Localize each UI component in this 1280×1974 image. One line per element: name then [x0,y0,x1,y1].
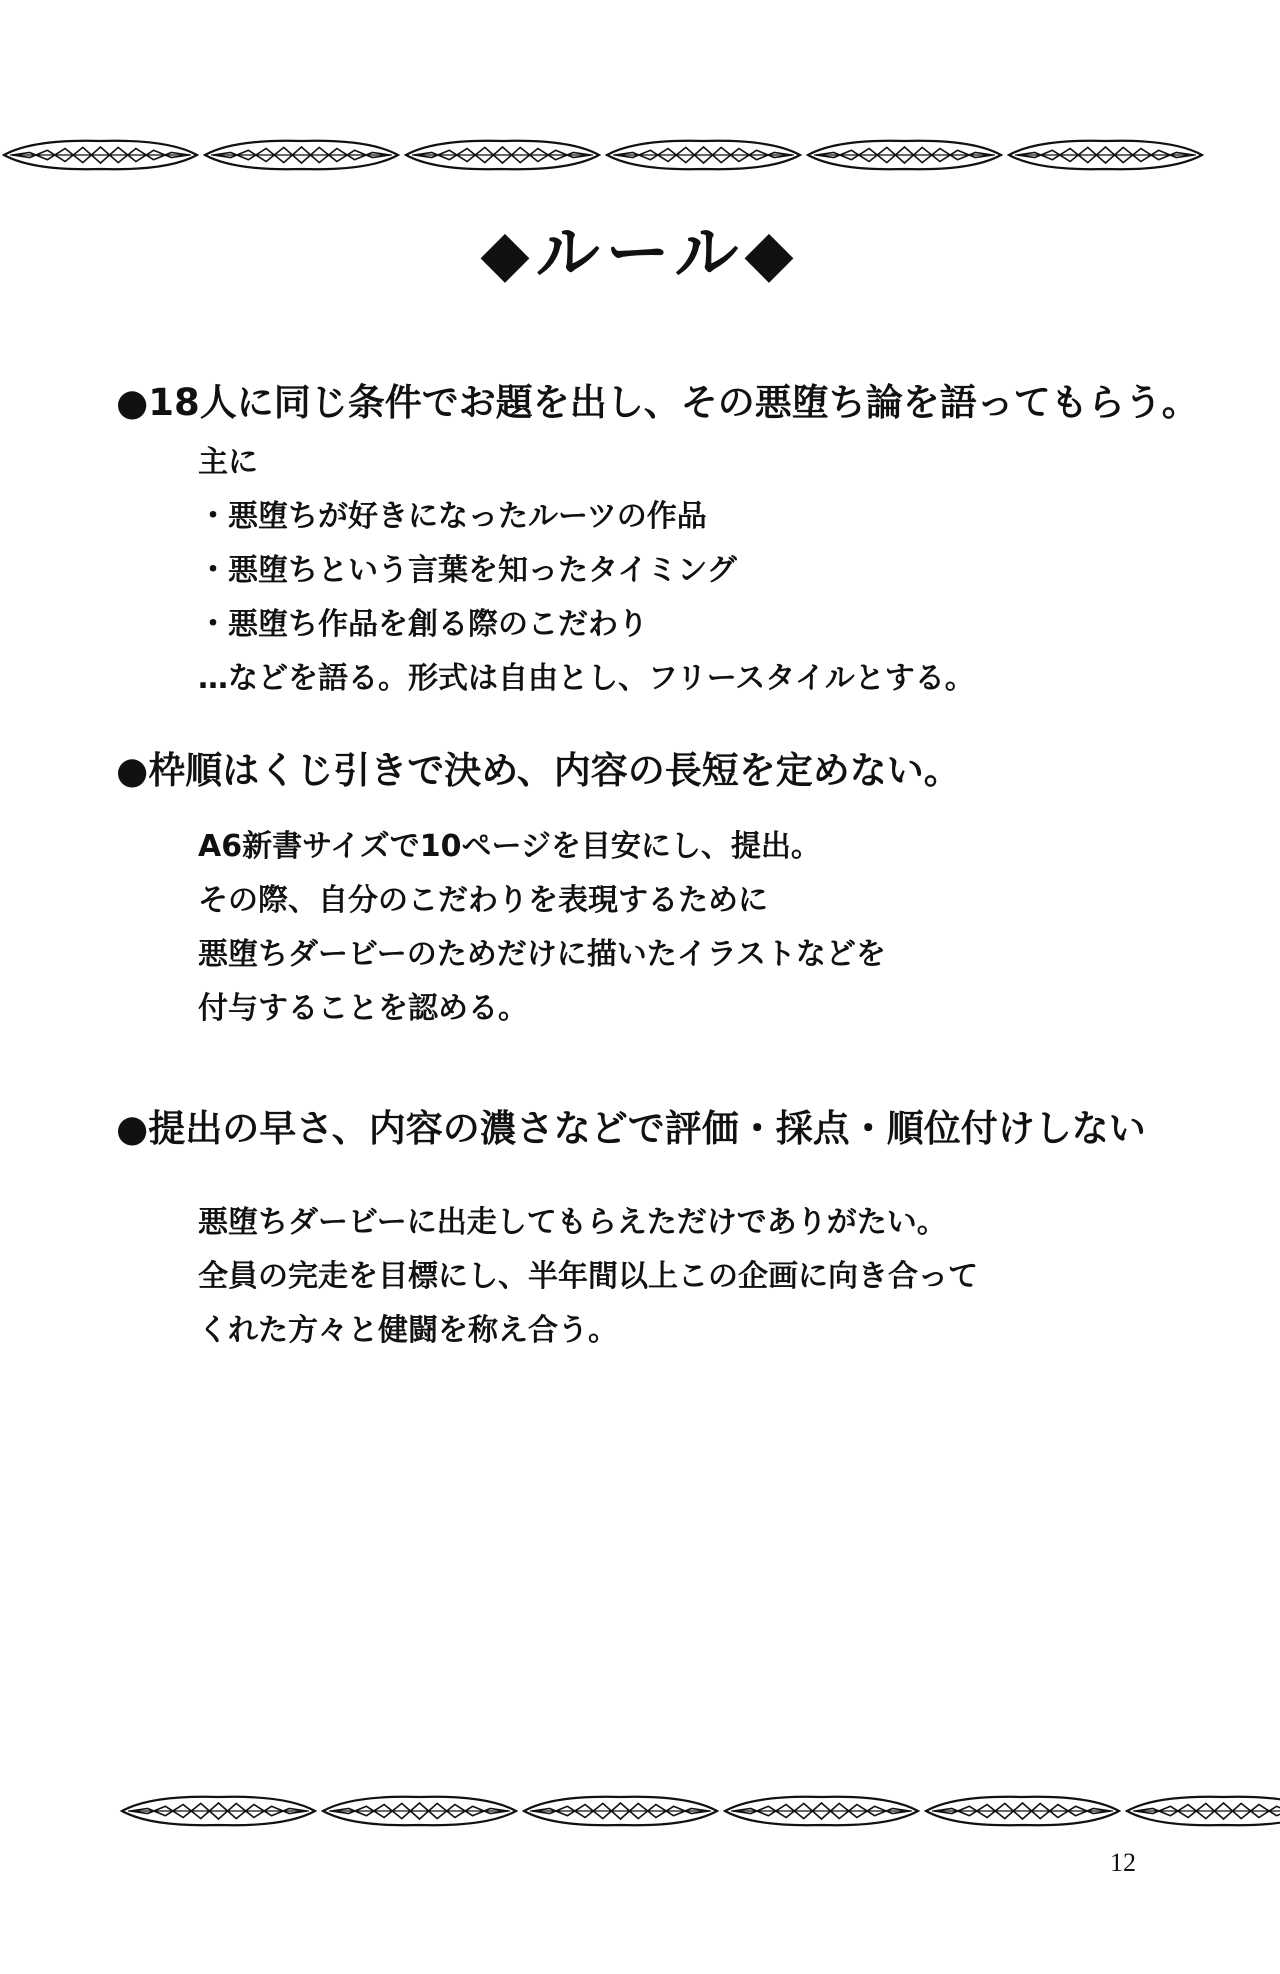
section-body-2 [198,820,886,1036]
section-body-1 [198,436,975,706]
knot-segment [323,1797,516,1825]
knot-segment [607,141,800,169]
body-line: 悪堕ちダービーのためだけに描いたイラストなどを [198,937,886,972]
body-line: 主に [198,445,258,480]
knot-segment [406,141,599,169]
knot-segment [1127,1797,1280,1825]
knot-segment [808,141,1001,169]
page-number: 12 [1110,1848,1136,1877]
page-title: ◆ルール◆ [480,217,800,291]
knot-segment [725,1797,918,1825]
body-line: くれた方々と健闘を称え合う。 [198,1313,618,1348]
body-line: 付与することを認める。 [198,991,528,1026]
knot-segment [4,141,197,169]
knot-segment [926,1797,1119,1825]
body-line: その際、自分のこだわりを表現するために [198,883,768,918]
body-line: ・悪堕ちという言葉を知ったタイミング [198,553,737,588]
section-body-3 [198,1196,978,1358]
knot-segment [122,1797,315,1825]
knot-segment [524,1797,717,1825]
section-heading-1: ●18人に同じ条件でお題を出し、その悪堕ち論を語ってもらう。 [116,381,1199,424]
top-ornamental-border [0,138,1210,172]
body-line: ・悪堕ちが好きになったルーツの作品 [198,499,707,534]
knot-segment [1009,141,1202,169]
body-line: 悪堕ちダービーに出走してもらえただけでありがたい。 [198,1205,947,1240]
body-line: …などを語る。形式は自由とし、フリースタイルとする。 [198,661,975,696]
body-line: A6新書サイズで10ページを目安にし、提出。 [198,829,821,864]
knot-segment [205,141,398,169]
body-line: ・悪堕ち作品を創る際のこだわり [198,607,648,642]
bottom-ornamental-border [118,1794,1280,1828]
section-heading-2: ●枠順はくじ引きで決め、内容の長短を定めない。 [116,749,961,792]
section-heading-3: ●提出の早さ、内容の濃さなどで評価・採点・順位付けしない [116,1107,1146,1150]
body-line: 全員の完走を目標にし、半年間以上この企画に向き合って [198,1259,978,1294]
